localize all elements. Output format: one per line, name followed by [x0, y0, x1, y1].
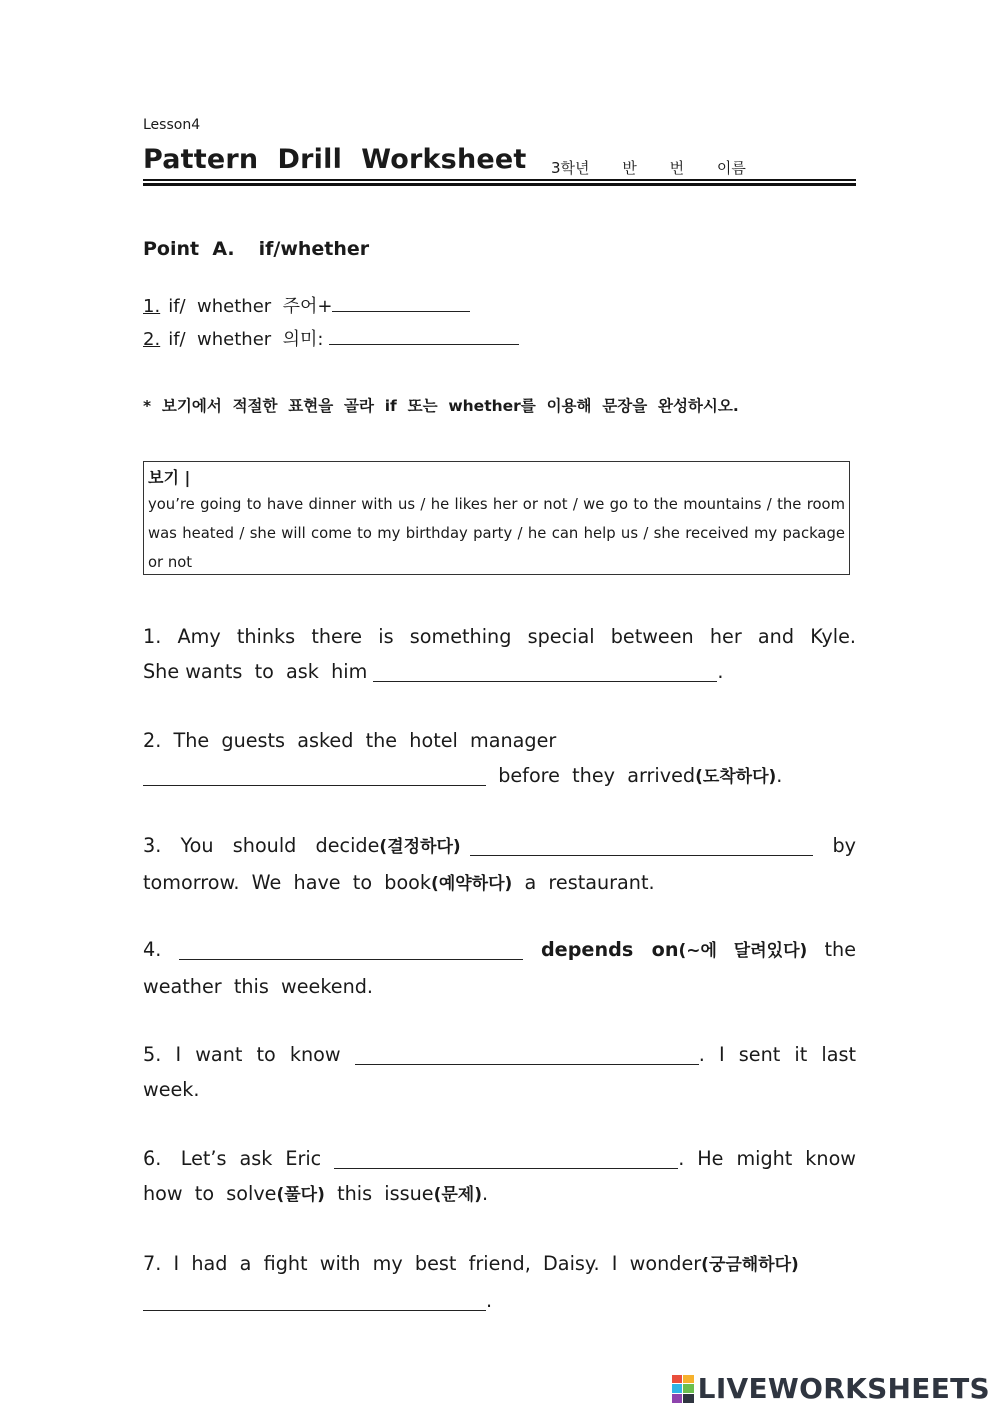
q4-number: 4.: [143, 938, 179, 961]
student-info: [551, 157, 746, 178]
logo-text: LIVEWORKSHEETS: [697, 1372, 990, 1405]
q1-text-end: .: [717, 660, 724, 683]
q7-text: 7. I had a fight with my best friend, Daisy. I wonder: [143, 1252, 702, 1275]
q3-text-end: a restaurant.: [512, 871, 655, 894]
rule-number: 1.: [143, 296, 161, 317]
q2-gloss: (도착하다): [695, 767, 777, 787]
word-bank-text: you’re going to have dinner with us / he likes her or not / we go to the mountains / the room was heated / she will come to my birthday party / he can help us / she received my package or not: [148, 496, 845, 571]
rule-2-blank[interactable]: [329, 330, 519, 345]
q3-answer-blank[interactable]: [470, 831, 813, 856]
logo-tile: [683, 1375, 694, 1384]
logo-tile: [672, 1394, 683, 1403]
q2-text-end: .: [776, 764, 783, 787]
question-1: [143, 619, 869, 689]
q7-gloss: (궁금해하다): [701, 1255, 799, 1275]
logo-tile: [683, 1384, 694, 1393]
liveworksheets-logo[interactable]: [672, 1372, 990, 1405]
rule-line-2: [143, 325, 519, 351]
q7-text-end: .: [486, 1289, 493, 1312]
q1-answer-blank[interactable]: [373, 657, 717, 682]
q5-text: 5. I want to know: [143, 1043, 355, 1066]
q4-answer-blank[interactable]: [179, 935, 523, 960]
q6-gloss-1: (풀다): [276, 1185, 325, 1205]
q4-gloss: (~에 달려있다): [678, 941, 808, 961]
section-heading: [143, 238, 369, 260]
q2-answer-blank[interactable]: [143, 761, 486, 786]
q2-text-mid: before they arrived: [486, 764, 696, 787]
name-label: 이름: [716, 159, 746, 177]
question-3: [143, 828, 863, 902]
q5-answer-blank[interactable]: [355, 1040, 699, 1065]
rule-number: 2.: [143, 329, 161, 350]
logo-tile: [672, 1384, 683, 1393]
page-title: Pattern Drill Worksheet: [143, 144, 527, 175]
lesson-label: Lesson4: [143, 117, 201, 133]
q3-gloss-1: (결정하다): [379, 837, 461, 857]
q7-answer-blank[interactable]: [143, 1286, 486, 1311]
q6-text: 6. Let’s ask Eric: [143, 1147, 335, 1170]
rule-1-blank[interactable]: [332, 297, 470, 312]
logo-tile: [683, 1394, 694, 1403]
q3-text: 3. You should decide: [143, 834, 380, 857]
question-5: [143, 1037, 863, 1107]
point-label: Point A.: [143, 238, 235, 260]
grade-label: 3학년: [551, 159, 590, 177]
q6-answer-blank[interactable]: [334, 1144, 678, 1169]
q5-text-end: . I sent it last week.: [143, 1043, 863, 1101]
instruction: * 보기에서 적절한 표현을 골라 if 또는 whether를 이용해 문장을 완성하시오.: [143, 397, 739, 415]
question-2: [143, 723, 856, 795]
class-label: 반: [622, 159, 637, 177]
question-7: [143, 1246, 856, 1318]
q6-gloss-2: (문제): [433, 1185, 482, 1205]
question-6: [143, 1141, 863, 1213]
number-label: 번: [669, 159, 685, 177]
word-bank-title: 보기 |: [148, 468, 191, 487]
q4-text-end: the weather this weekend.: [143, 938, 863, 998]
rule-line-1: [143, 292, 470, 318]
liveworksheets-logo-icon: [672, 1375, 694, 1403]
word-bank-box: [143, 461, 850, 575]
q3-gloss-2: (예약하다): [431, 874, 513, 894]
q1-text: 1. Amy thinks there is something special between her and Kyle. She wants to ask him: [143, 625, 869, 683]
rule-text: if/ whether 의미:: [168, 329, 330, 350]
q3-text-mid: by tomorrow. We have to book: [143, 834, 863, 894]
title-rule-thick: [143, 183, 856, 186]
rule-text: if/ whether 주어+: [168, 296, 333, 317]
q6-text-mid-2: this issue: [324, 1182, 434, 1205]
logo-tile: [672, 1375, 683, 1384]
question-4: [143, 932, 863, 1004]
q6-text-mid: . He might know how to solve: [143, 1147, 863, 1205]
q6-text-end: .: [481, 1182, 489, 1205]
point-topic: if/whether: [258, 238, 370, 260]
title-rule-thin: [143, 179, 856, 181]
q2-text: 2. The guests asked the hotel manager: [143, 729, 557, 752]
q4-bold-text: depends on: [522, 938, 679, 961]
